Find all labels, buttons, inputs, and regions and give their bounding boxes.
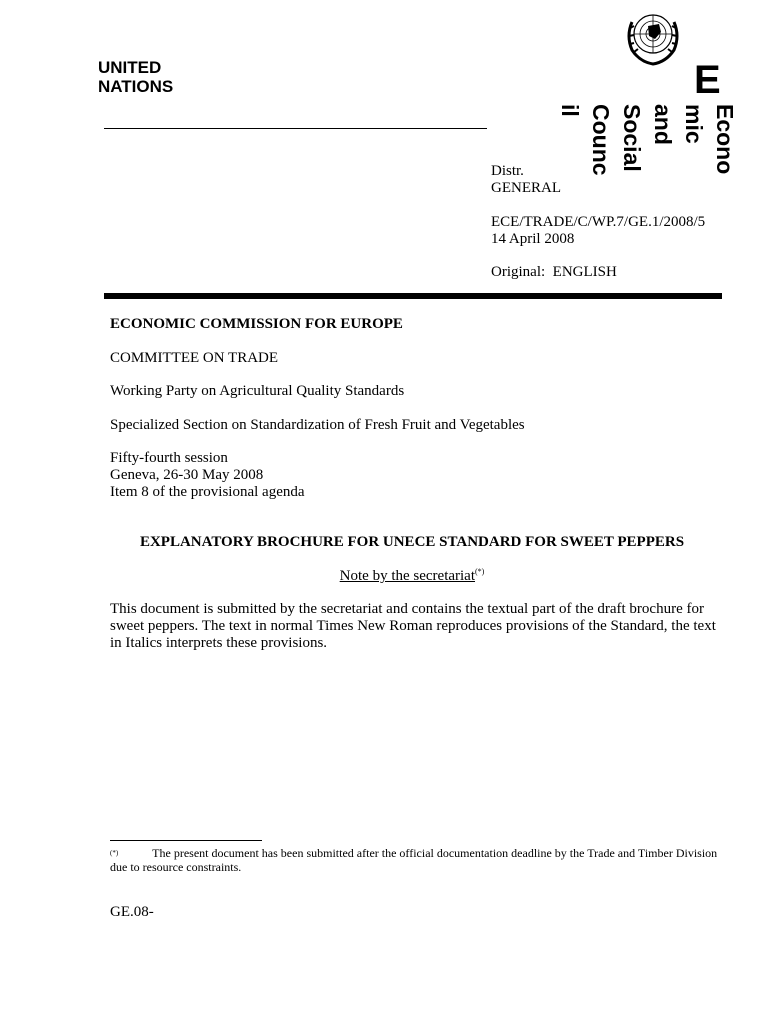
distr-value: GENERAL [491, 180, 561, 196]
document-date: 14 April 2008 [491, 231, 575, 247]
agenda-item: Item 8 of the provisional agenda [110, 484, 305, 500]
council-line: Counc [588, 104, 614, 176]
footnote-divider [110, 840, 262, 841]
original-value: ENGLISH [552, 264, 617, 280]
session-name: Fifty-fourth session [110, 450, 228, 466]
org-line-2: NATIONS [98, 77, 174, 96]
footnote-mark: (*) [110, 849, 119, 857]
working-party: Working Party on Agricultural Quality Standards [110, 383, 405, 399]
council-line: mic [681, 104, 707, 144]
organization-name [98, 58, 173, 96]
council-line: Social [619, 104, 645, 172]
footnote [110, 846, 720, 874]
job-number: GE.08- [110, 904, 154, 920]
council-line: and [650, 104, 676, 145]
session-place-date: Geneva, 26-30 May 2008 [110, 467, 264, 483]
council-line: il [557, 104, 583, 117]
symbol-block [491, 214, 705, 248]
header-divider [104, 128, 487, 129]
council-line: Econo [712, 104, 738, 175]
document-symbol: ECE/TRADE/C/WP.7/GE.1/2008/5 [491, 214, 706, 230]
note-label: Note by the secretariat [339, 568, 476, 584]
distribution-block [491, 163, 561, 197]
original-language [491, 264, 617, 281]
intro-paragraph: This document is submitted by the secretariat and contains the textual part of the draft brochure for sweet peppers. The text in normal Times New Roman reproduces provisions of the Standard, the text in Italics interprets these provisions. [110, 601, 716, 651]
footnote-text: The present document has been submitted after the official documentation deadline by the Trade and Timber Division due to resource constraints. [110, 846, 718, 874]
distr-label: Distr. [491, 163, 524, 179]
original-label: Original: [491, 264, 546, 280]
series-letter: E [694, 58, 721, 102]
specialized-section: Specialized Section on Standardization of Fresh Fruit and Vegetables [110, 417, 525, 433]
commission-name: ECONOMIC COMMISSION FOR EUROPE [110, 316, 403, 332]
document-title: EXPLANATORY BROCHURE FOR UNECE STANDARD FOR SWEET PEPPERS [139, 534, 685, 550]
heading-divider [104, 293, 722, 299]
session-block [110, 450, 305, 501]
note-line [0, 567, 770, 585]
council-name [557, 104, 740, 176]
committee-name: COMMITTEE ON TRADE [110, 350, 279, 366]
un-emblem-icon [622, 8, 684, 68]
note-footnote-mark: (*) [475, 567, 485, 576]
org-line-1: UNITED [98, 58, 162, 77]
